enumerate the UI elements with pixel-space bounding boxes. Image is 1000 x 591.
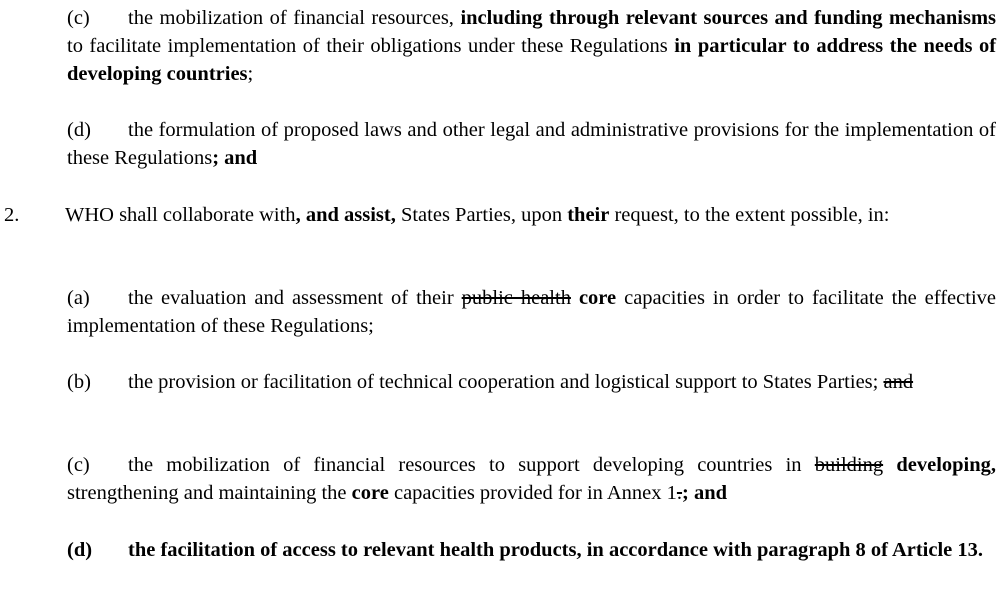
text: capacities in order to facilitate the effective implementation of these Regulations; <box>67 287 996 337</box>
inserted-text: core <box>578 287 617 309</box>
item-label: (d) <box>67 119 91 141</box>
text: States Parties, upon <box>400 204 563 226</box>
deleted-text: and <box>883 371 914 393</box>
inserted-text: their <box>567 204 610 226</box>
inserted-text: in particular to address the needs of developing countries <box>67 35 997 85</box>
paragraph-2 <box>4 201 996 229</box>
inserted-text: including through relevant sources and funding mechanisms <box>460 7 997 29</box>
text: the mobilization of financial resources to support developing countries in <box>128 454 802 476</box>
paragraph-2d <box>67 536 996 564</box>
text: WHO shall collaborate with <box>65 204 296 226</box>
deleted-text: public health <box>461 287 571 309</box>
inserted-text: the facilitation of access to relevant health products, in accordance with paragraph 8 of Article 13. <box>128 539 984 561</box>
paragraph-2b <box>67 368 996 396</box>
text: the provision or facilitation of technical cooperation and logistical support to States Parties; <box>128 371 879 393</box>
text: the mobilization of financial resources, <box>128 7 454 29</box>
text: to facilitate implementation of their obligations under these Regulations <box>67 35 668 57</box>
item-label: (c) <box>67 7 90 29</box>
paragraph-1c <box>67 4 996 88</box>
text: request, to the extent possible, in: <box>614 204 890 226</box>
inserted-text: , and assist, <box>295 204 396 226</box>
inserted-text: ; and <box>212 147 258 169</box>
item-label: (a) <box>67 287 90 309</box>
item-label: (b) <box>67 371 91 393</box>
item-label: (c) <box>67 454 90 476</box>
text: the evaluation and assessment of their <box>128 287 454 309</box>
text: strengthening and maintaining the <box>67 482 347 504</box>
paragraph-2c <box>67 451 996 507</box>
text: ; <box>247 63 254 85</box>
inserted-text: developing, <box>896 454 997 476</box>
deleted-text: . <box>676 482 683 504</box>
text: capacities provided for in Annex 1 <box>393 482 677 504</box>
text: the formulation of proposed laws and other legal and administrative provisions for the implementation of these Regulations <box>67 119 996 169</box>
paragraph-2a <box>67 284 996 340</box>
inserted-text: ; and <box>682 482 728 504</box>
paragraph-number: 2. <box>4 204 20 226</box>
item-label: (d) <box>67 539 93 561</box>
deleted-text: building <box>814 454 884 476</box>
inserted-text: core <box>351 482 389 504</box>
paragraph-1d <box>67 116 996 172</box>
